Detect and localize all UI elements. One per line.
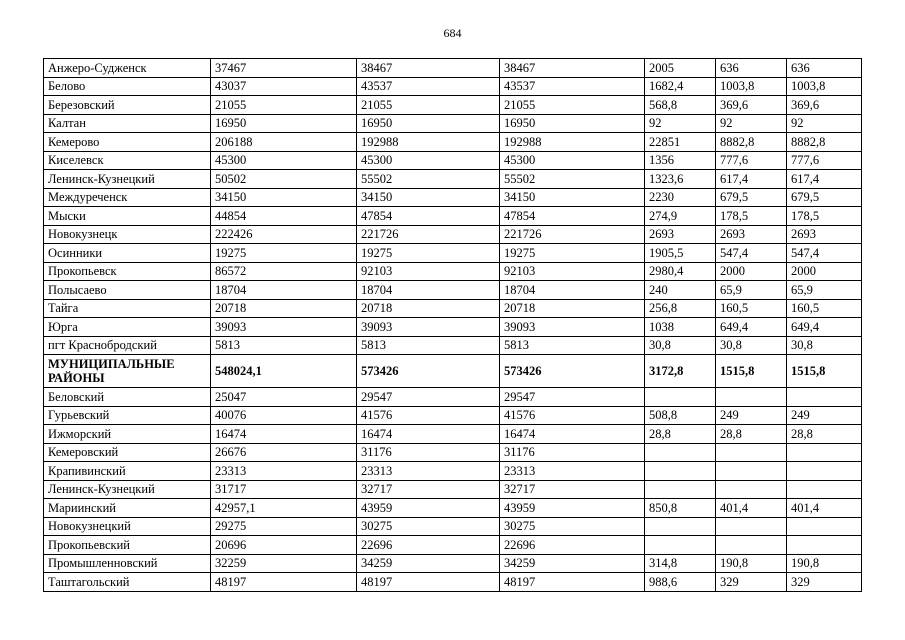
value-cell-1: 42957,1 [211,499,357,518]
value-cell-6: 1003,8 [787,77,862,96]
value-cell-3: 43537 [500,77,645,96]
value-cell-5: 30,8 [716,336,787,355]
value-cell-3: 16950 [500,114,645,133]
value-cell-2: 55502 [357,170,500,189]
row-name-cell: пгт Краснобродский [44,336,211,355]
table-row [44,77,862,96]
row-name-cell: Ленинск-Кузнецкий [44,170,211,189]
value-cell-4: 92 [645,114,716,133]
value-cell-5 [716,388,787,407]
data-table [43,58,862,592]
value-cell-4: 1038 [645,318,716,337]
value-cell-2: 38467 [357,59,500,78]
page-number: 684 [443,26,462,40]
value-cell-4: 508,8 [645,406,716,425]
value-cell-6: 28,8 [787,425,862,444]
value-cell-3: 92103 [500,262,645,281]
row-name-cell: Анжеро-Судженск [44,59,211,78]
value-cell-5: 190,8 [716,554,787,573]
value-cell-2: 18704 [357,281,500,300]
table-row [44,299,862,318]
value-cell-3: 22696 [500,536,645,555]
row-name-cell: Белово [44,77,211,96]
value-cell-6: 249 [787,406,862,425]
value-cell-1: 37467 [211,59,357,78]
value-cell-3: 32717 [500,480,645,499]
value-cell-6: 8882,8 [787,133,862,152]
row-name-cell: Беловский [44,388,211,407]
value-cell-5: 617,4 [716,170,787,189]
value-cell-6 [787,443,862,462]
value-cell-3: 5813 [500,336,645,355]
row-name-cell: Кемеровский [44,443,211,462]
value-cell-1: 222426 [211,225,357,244]
value-cell-4: 274,9 [645,207,716,226]
value-cell-2: 573426 [357,355,500,388]
table-row [44,336,862,355]
value-cell-1: 43037 [211,77,357,96]
value-cell-3: 30275 [500,517,645,536]
value-cell-1: 18704 [211,281,357,300]
value-cell-2: 47854 [357,207,500,226]
value-cell-5: 329 [716,573,787,592]
value-cell-6: 2693 [787,225,862,244]
value-cell-3: 221726 [500,225,645,244]
value-cell-5: 401,4 [716,499,787,518]
value-cell-2: 192988 [357,133,500,152]
value-cell-2: 92103 [357,262,500,281]
value-cell-1: 206188 [211,133,357,152]
value-cell-6 [787,388,862,407]
value-cell-6: 1515,8 [787,355,862,388]
value-cell-1: 23313 [211,462,357,481]
value-cell-4: 2005 [645,59,716,78]
row-name-cell: Тайга [44,299,211,318]
value-cell-2: 48197 [357,573,500,592]
value-cell-3: 19275 [500,244,645,263]
value-cell-5: 249 [716,406,787,425]
table-row [44,443,862,462]
value-cell-2: 45300 [357,151,500,170]
value-cell-6: 30,8 [787,336,862,355]
value-cell-4: 1323,6 [645,170,716,189]
value-cell-3: 43959 [500,499,645,518]
value-cell-2: 19275 [357,244,500,263]
row-name-cell: Таштагольский [44,573,211,592]
row-name-cell: Полысаево [44,281,211,300]
value-cell-1: 20696 [211,536,357,555]
value-cell-3: 41576 [500,406,645,425]
table-row [44,554,862,573]
table-row [44,96,862,115]
value-cell-5: 2693 [716,225,787,244]
row-name-cell: Ленинск-Кузнецкий [44,480,211,499]
value-cell-3: 573426 [500,355,645,388]
value-cell-3: 47854 [500,207,645,226]
value-cell-1: 31717 [211,480,357,499]
value-cell-1: 32259 [211,554,357,573]
value-cell-5: 1515,8 [716,355,787,388]
value-cell-6: 178,5 [787,207,862,226]
value-cell-2: 34259 [357,554,500,573]
value-cell-5: 679,5 [716,188,787,207]
value-cell-1: 39093 [211,318,357,337]
value-cell-5: 369,6 [716,96,787,115]
value-cell-6: 329 [787,573,862,592]
value-cell-4: 2980,4 [645,262,716,281]
table-row [44,462,862,481]
table-row [44,207,862,226]
value-cell-6: 679,5 [787,188,862,207]
row-name-cell: Прокопьевский [44,536,211,555]
value-cell-4 [645,462,716,481]
value-cell-2: 221726 [357,225,500,244]
value-cell-3: 39093 [500,318,645,337]
value-cell-2: 43537 [357,77,500,96]
value-cell-4 [645,536,716,555]
value-cell-6: 2000 [787,262,862,281]
value-cell-5: 65,9 [716,281,787,300]
value-cell-4: 988,6 [645,573,716,592]
value-cell-2: 34150 [357,188,500,207]
value-cell-1: 44854 [211,207,357,226]
value-cell-4: 3172,8 [645,355,716,388]
row-name-cell: Осинники [44,244,211,263]
value-cell-3: 16474 [500,425,645,444]
table-row [44,133,862,152]
row-name-cell: Прокопьевск [44,262,211,281]
value-cell-3: 55502 [500,170,645,189]
row-name-cell: Новокузнецк [44,225,211,244]
value-cell-3: 48197 [500,573,645,592]
value-cell-3: 34259 [500,554,645,573]
value-cell-2: 41576 [357,406,500,425]
value-cell-6: 547,4 [787,244,862,263]
value-cell-2: 21055 [357,96,500,115]
value-cell-3: 21055 [500,96,645,115]
value-cell-4: 1905,5 [645,244,716,263]
value-cell-2: 43959 [357,499,500,518]
table-row [44,244,862,263]
value-cell-6: 649,4 [787,318,862,337]
table-row [44,355,862,388]
value-cell-5: 28,8 [716,425,787,444]
value-cell-2: 30275 [357,517,500,536]
value-cell-6: 160,5 [787,299,862,318]
table-row [44,151,862,170]
table-row [44,573,862,592]
value-cell-4 [645,388,716,407]
value-cell-2: 23313 [357,462,500,481]
table-row [44,170,862,189]
value-cell-6 [787,462,862,481]
value-cell-5: 8882,8 [716,133,787,152]
table-row [44,188,862,207]
row-name-cell: Гурьевский [44,406,211,425]
table-row [44,281,862,300]
value-cell-1: 19275 [211,244,357,263]
table-body [44,59,862,592]
value-cell-1: 29275 [211,517,357,536]
row-name-cell: Крапивинский [44,462,211,481]
value-cell-3: 23313 [500,462,645,481]
value-cell-5: 2000 [716,262,787,281]
value-cell-4: 30,8 [645,336,716,355]
value-cell-5 [716,443,787,462]
value-cell-1: 20718 [211,299,357,318]
value-cell-5: 636 [716,59,787,78]
table-row [44,425,862,444]
value-cell-5 [716,480,787,499]
table-row [44,59,862,78]
table-row [44,517,862,536]
value-cell-1: 548024,1 [211,355,357,388]
value-cell-1: 86572 [211,262,357,281]
value-cell-1: 50502 [211,170,357,189]
value-cell-4 [645,517,716,536]
value-cell-4: 2230 [645,188,716,207]
value-cell-2: 32717 [357,480,500,499]
value-cell-4: 2693 [645,225,716,244]
table-row [44,262,862,281]
value-cell-6: 190,8 [787,554,862,573]
row-name-cell: Калтан [44,114,211,133]
value-cell-4 [645,480,716,499]
value-cell-3: 38467 [500,59,645,78]
value-cell-4: 1356 [645,151,716,170]
value-cell-5: 649,4 [716,318,787,337]
value-cell-1: 45300 [211,151,357,170]
table-row [44,499,862,518]
value-cell-4 [645,443,716,462]
value-cell-1: 34150 [211,188,357,207]
table-row [44,536,862,555]
value-cell-3: 192988 [500,133,645,152]
row-name-cell: Киселевск [44,151,211,170]
value-cell-5 [716,462,787,481]
row-name-cell: Березовский [44,96,211,115]
value-cell-5: 160,5 [716,299,787,318]
value-cell-3: 20718 [500,299,645,318]
value-cell-4: 850,8 [645,499,716,518]
value-cell-6: 777,6 [787,151,862,170]
value-cell-2: 39093 [357,318,500,337]
table-row [44,480,862,499]
value-cell-2: 5813 [357,336,500,355]
value-cell-6 [787,536,862,555]
value-cell-2: 22696 [357,536,500,555]
value-cell-2: 31176 [357,443,500,462]
value-cell-5: 777,6 [716,151,787,170]
value-cell-5: 1003,8 [716,77,787,96]
value-cell-3: 29547 [500,388,645,407]
value-cell-6: 636 [787,59,862,78]
value-cell-1: 25047 [211,388,357,407]
value-cell-6 [787,480,862,499]
value-cell-3: 31176 [500,443,645,462]
value-cell-5 [716,536,787,555]
row-name-cell: Юрга [44,318,211,337]
value-cell-1: 5813 [211,336,357,355]
table-row [44,318,862,337]
value-cell-1: 26676 [211,443,357,462]
value-cell-4: 240 [645,281,716,300]
row-name-cell: МУНИЦИПАЛЬНЫЕ РАЙОНЫ [44,355,211,388]
value-cell-4: 28,8 [645,425,716,444]
value-cell-4: 314,8 [645,554,716,573]
table-row [44,388,862,407]
value-cell-5 [716,517,787,536]
row-name-cell: Мариинский [44,499,211,518]
value-cell-6: 369,6 [787,96,862,115]
value-cell-2: 29547 [357,388,500,407]
table-row [44,225,862,244]
value-cell-4: 568,8 [645,96,716,115]
row-name-cell: Ижморский [44,425,211,444]
row-name-cell: Промышленновский [44,554,211,573]
value-cell-2: 16474 [357,425,500,444]
value-cell-6: 92 [787,114,862,133]
value-cell-2: 16950 [357,114,500,133]
value-cell-5: 178,5 [716,207,787,226]
value-cell-5: 547,4 [716,244,787,263]
value-cell-3: 18704 [500,281,645,300]
value-cell-6: 617,4 [787,170,862,189]
value-cell-4: 22851 [645,133,716,152]
row-name-cell: Кемерово [44,133,211,152]
row-name-cell: Мыски [44,207,211,226]
value-cell-6: 65,9 [787,281,862,300]
row-name-cell: Новокузнецкий [44,517,211,536]
value-cell-4: 1682,4 [645,77,716,96]
table-row [44,406,862,425]
value-cell-2: 20718 [357,299,500,318]
row-name-cell: Междуреченск [44,188,211,207]
value-cell-1: 16474 [211,425,357,444]
value-cell-6 [787,517,862,536]
value-cell-3: 34150 [500,188,645,207]
value-cell-1: 16950 [211,114,357,133]
value-cell-6: 401,4 [787,499,862,518]
value-cell-1: 48197 [211,573,357,592]
value-cell-1: 40076 [211,406,357,425]
value-cell-3: 45300 [500,151,645,170]
value-cell-1: 21055 [211,96,357,115]
value-cell-4: 256,8 [645,299,716,318]
table-row [44,114,862,133]
value-cell-5: 92 [716,114,787,133]
